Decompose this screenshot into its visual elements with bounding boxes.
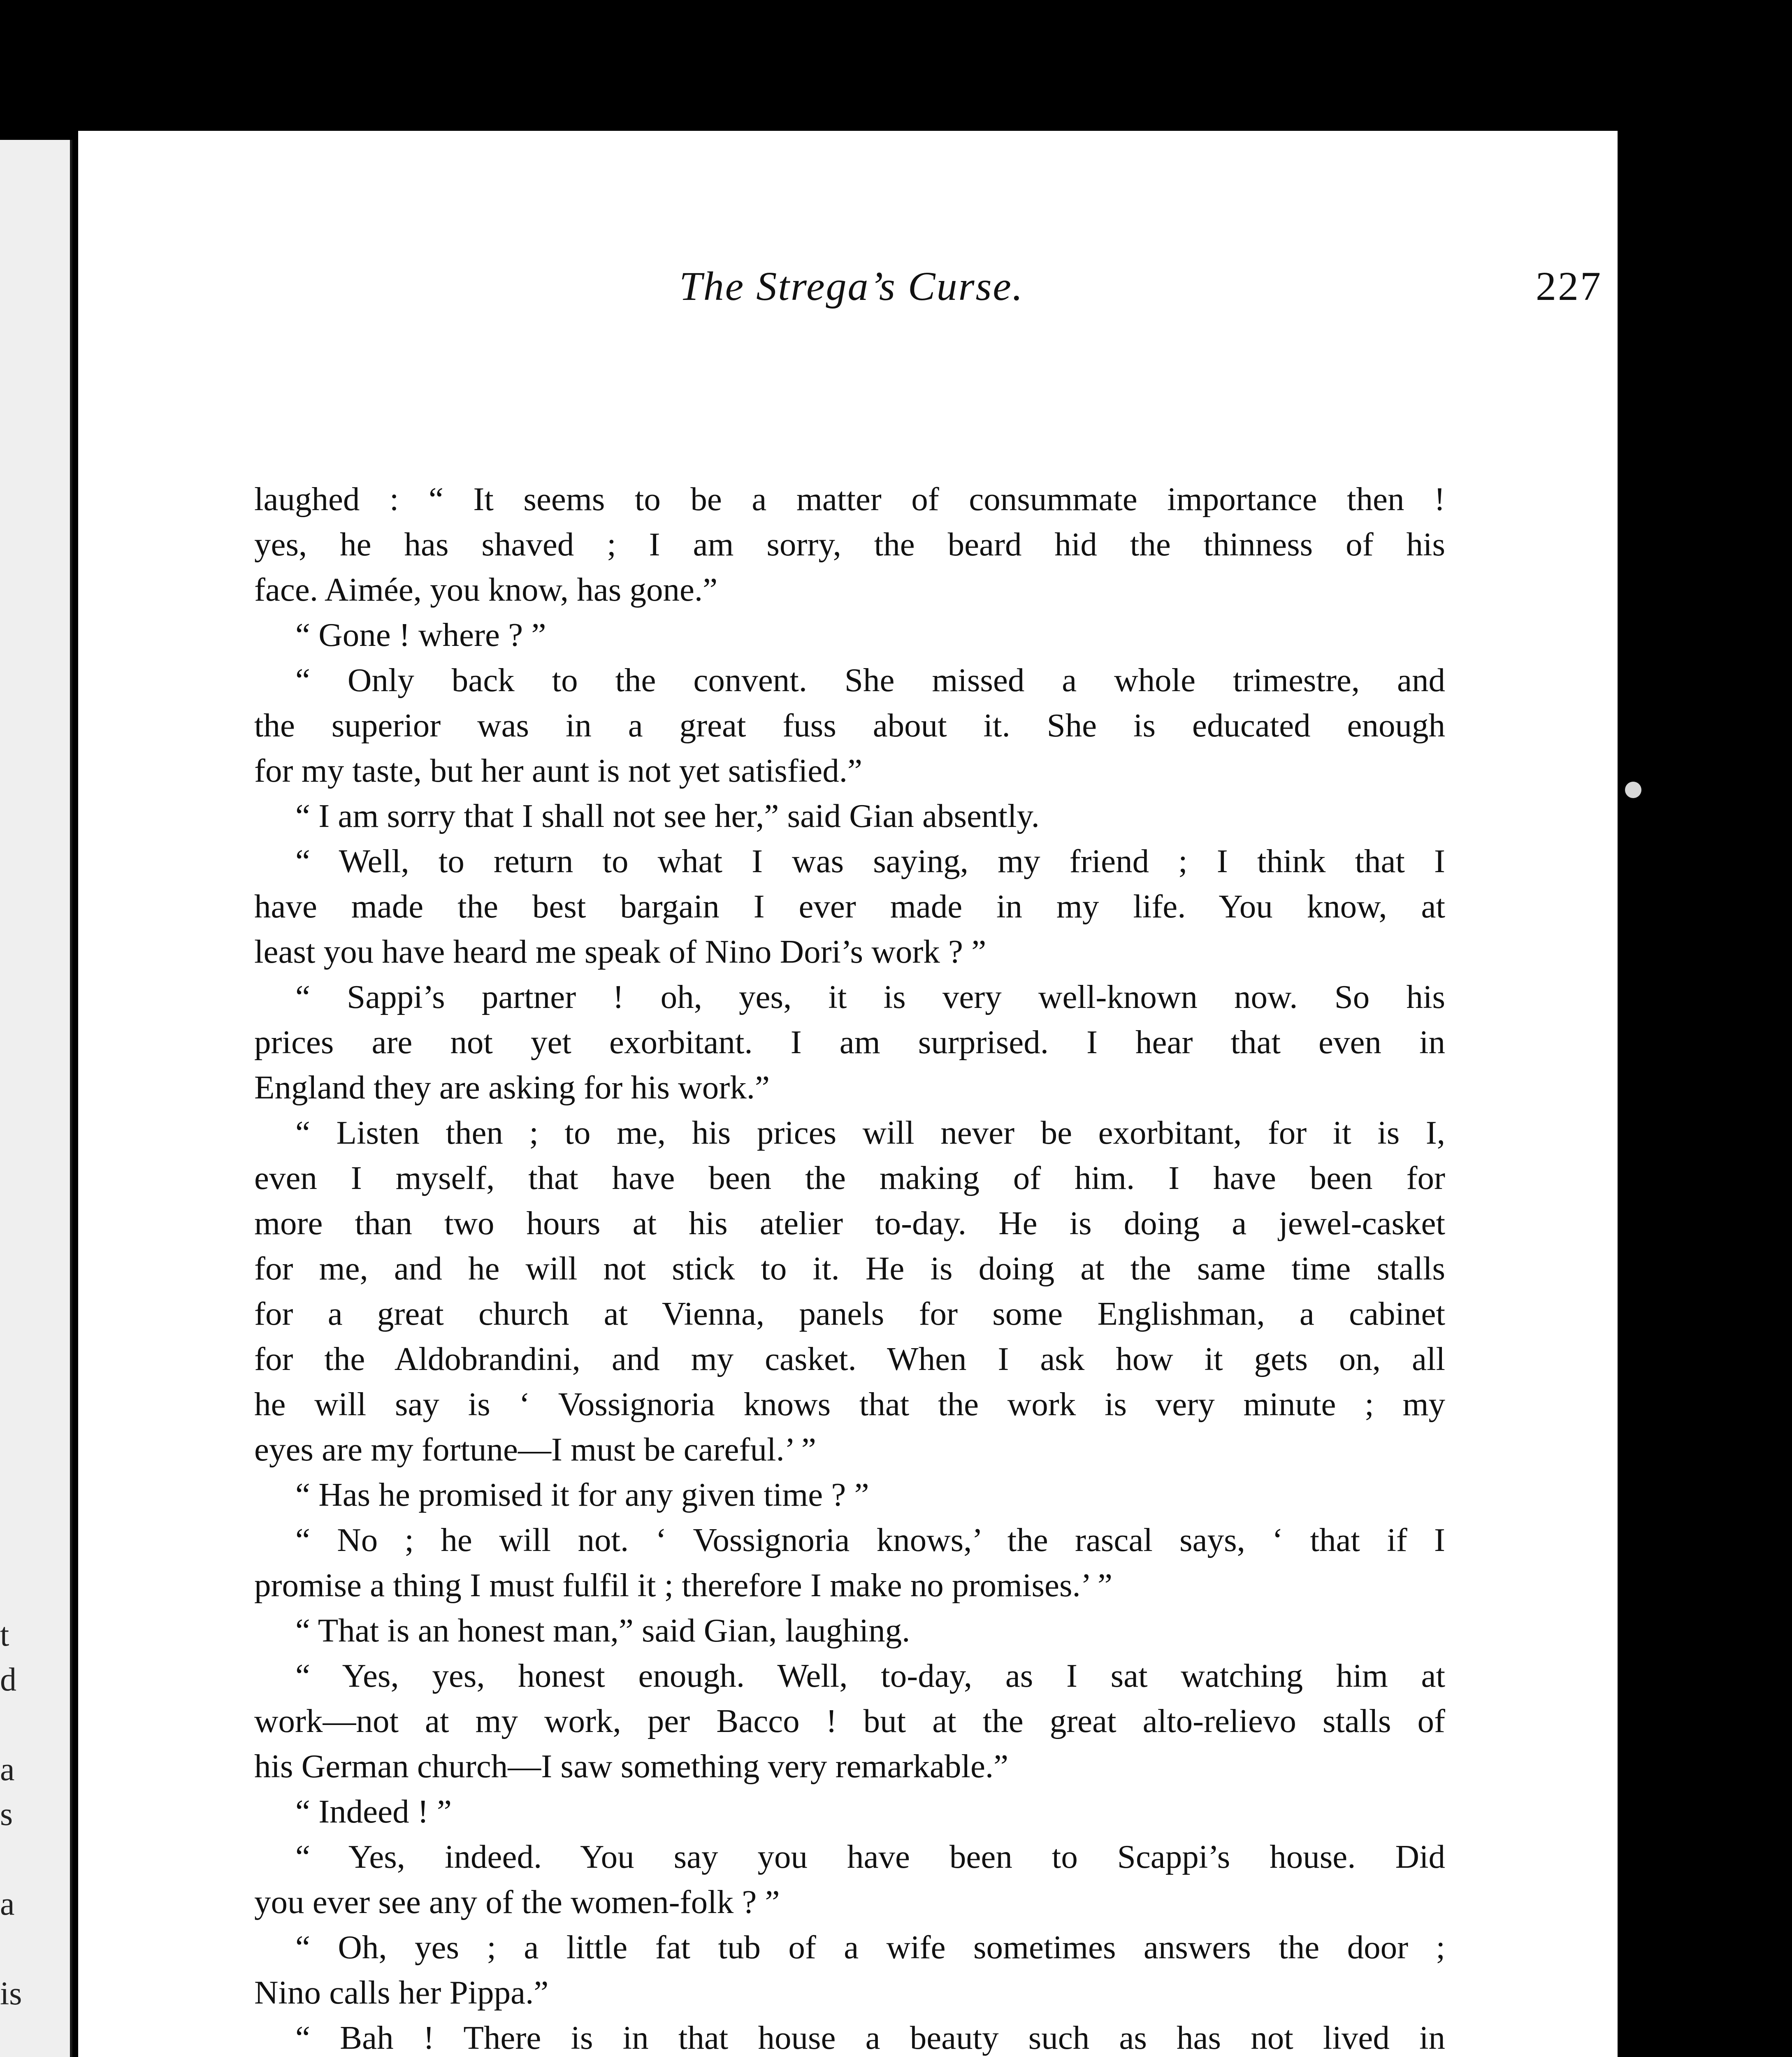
margin-spot: [1625, 782, 1641, 798]
text-line: England they are asking for his work.”: [254, 1069, 770, 1106]
text-line: you ever see any of the women-folk ? ”: [254, 1883, 780, 1920]
text-line: “ That is an honest man,” said Gian, laughing.: [295, 1612, 910, 1649]
text-line: even I myself, that have been the making of him. I have been for: [254, 1159, 1445, 1196]
text-line: have made the best bargain I ever made in my life. You know, at: [254, 888, 1445, 925]
text-line: “ Indeed ! ”: [295, 1793, 452, 1830]
left-page-fragments: [0, 1613, 22, 2057]
text-line: “ Only back to the convent. She missed a whole trimestre, and: [295, 662, 1445, 699]
text-line: more than two hours at his atelier to-day. He is doing a jewel-casket: [254, 1205, 1445, 1242]
text-line: for a great church at Vienna, panels for some Englishman, a cabinet: [254, 1295, 1445, 1332]
text-line: the superior was in a great fuss about it. She is educated enough: [254, 707, 1445, 744]
text-line: for me, and he will not stick to it. He is doing at the same time stalls: [254, 1250, 1445, 1287]
text-line: “ Bah ! There is in that house a beauty such as has not lived in: [295, 2019, 1445, 2056]
text-line: “ Gone ! where ? ”: [295, 616, 546, 653]
text-line: prices are not yet exorbitant. I am surprised. I hear that even in: [254, 1024, 1445, 1061]
left-fragment: d: [0, 1662, 16, 1698]
left-page-edge: [0, 140, 72, 2057]
running-title: The Strega’s Curse.: [679, 263, 1024, 309]
left-fragment: a: [0, 1751, 15, 1788]
text-line: he will say is ‘ Vossignoria knows that the work is very minute ; my: [254, 1386, 1445, 1423]
text-line: for the Aldobrandini, and my casket. When I ask how it gets on, all: [254, 1340, 1445, 1377]
text-line: work—not at my work, per Bacco ! but at the great alto-relievo stalls of: [254, 1702, 1445, 1739]
text-line: “ Sappi’s partner ! oh, yes, it is very well-known now. So his: [295, 978, 1445, 1015]
text-line: eyes are my fortune—I must be careful.’ ”: [254, 1431, 816, 1468]
left-fragment: a: [0, 1886, 15, 1922]
text-line: “ Listen then ; to me, his prices will never be exorbitant, for it is I,: [295, 1114, 1445, 1151]
text-line: yes, he has shaved ; I am sorry, the beard hid the thinness of his: [254, 526, 1445, 563]
text-line: “ No ; he will not. ‘ Vossignoria knows,’ the rascal says, ‘ that if I: [295, 1521, 1445, 1558]
book-page: [78, 131, 1618, 2057]
text-line: “ Has he promised it for any given time ? ”: [295, 1476, 869, 1513]
text-line: laughed : “ It seems to be a matter of consummate importance then !: [254, 481, 1445, 518]
body-text: [254, 476, 1445, 2057]
left-fragment: is: [0, 1976, 22, 2012]
text-line: “ I am sorry that I shall not see her,” said Gian absently.: [295, 797, 1040, 834]
text-line: “ Well, to return to what I was saying, my friend ; I think that I: [295, 843, 1445, 880]
text-line: face. Aimée, you know, has gone.”: [254, 571, 718, 608]
text-line: Nino calls her Pippa.”: [254, 1974, 549, 2011]
text-line: “ Yes, yes, honest enough. Well, to-day, as I sat watching him at: [295, 1657, 1445, 1694]
text-line: for my taste, but her aunt is not yet satisfied.”: [254, 752, 862, 789]
left-fragment: t: [0, 1617, 9, 1653]
running-head: [179, 262, 1648, 320]
text-line: “ Oh, yes ; a little fat tub of a wife sometimes answers the door ;: [295, 1929, 1445, 1966]
text-line: least you have heard me speak of Nino Dori’s work ? ”: [254, 933, 987, 970]
text-line: promise a thing I must fulfil it ; therefore I make no promises.’ ”: [254, 1567, 1112, 1604]
left-fragment: s: [0, 1796, 13, 1832]
text-line: “ Yes, indeed. You say you have been to Scappi’s house. Did: [295, 1838, 1445, 1875]
page-number: 227: [1536, 263, 1602, 309]
text-line: his German church—I saw something very remarkable.”: [254, 1748, 1009, 1785]
